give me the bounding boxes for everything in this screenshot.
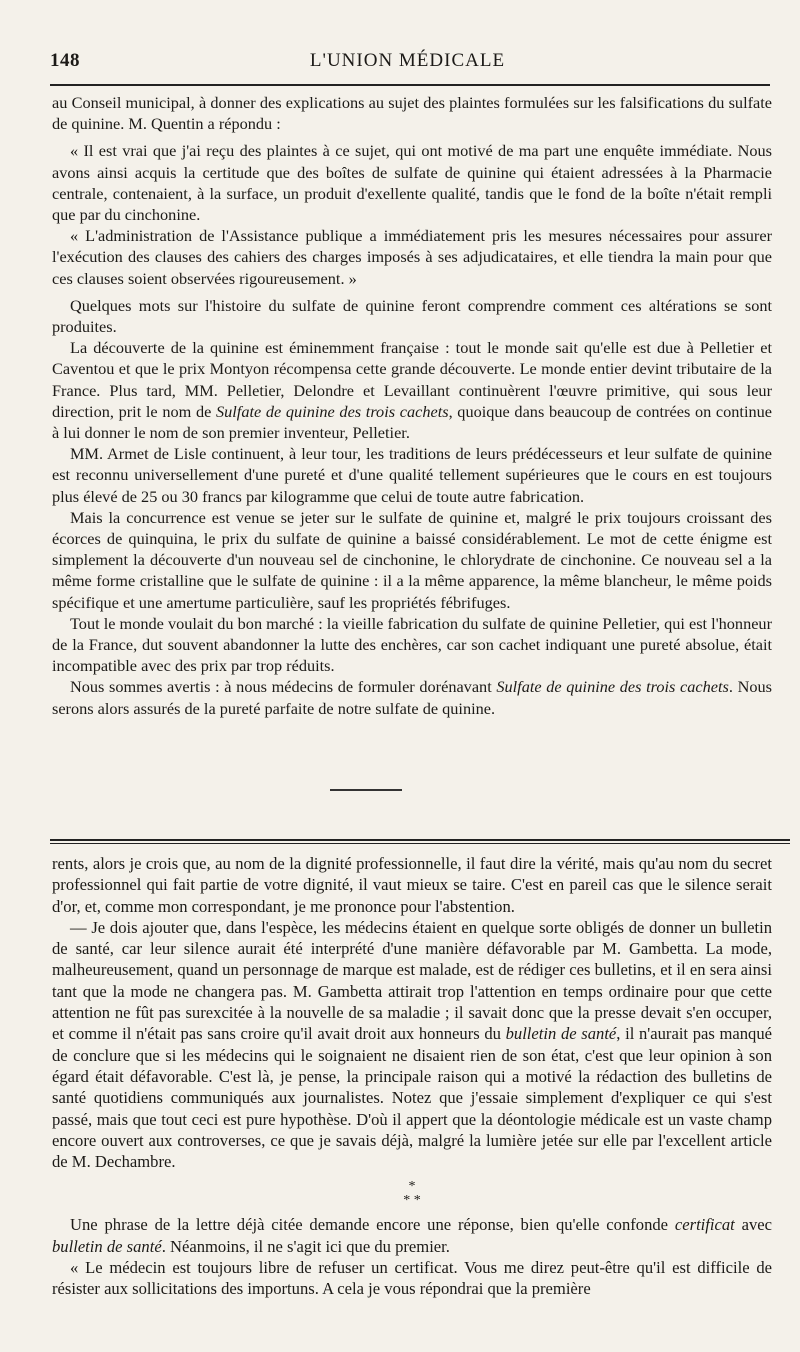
- asterism-separator: [52, 1180, 772, 1208]
- italic-term: bulletin de santé: [52, 1236, 162, 1256]
- paragraph: [52, 676, 772, 718]
- italic-term: Sulfate de quinine des trois cachets: [496, 677, 729, 697]
- paragraph: rents, alors je crois que, au nom de la dignité professionnelle, il faut dire la vérité, mais qu'au nom du secret professionnel qui fait partie de votre dignité, il vaut mieux se taire. C'est en pareil cas que le silence serait d'or, et, comme mon correspondant, je me prononce pour l'abstention.: [52, 854, 772, 916]
- paragraph: Quelques mots sur l'histoire du sulfate de quinine feront comprendre comment ces altérations se sont produites.: [52, 295, 772, 337]
- paragraph: [52, 1214, 772, 1257]
- article-bottom-section: [52, 853, 772, 1300]
- paragraph: « Il est vrai que j'ai reçu des plaintes à ce sujet, qui ont motivé de ma part une enquête immédiate. Nous avons ainsi acquis la certitude que des boîtes de sulfate de quinine qui étaient adressées à la Pharmacie centrale, contenaient, à la surface, un produit d'exellente qualité, tandis que le fond de la boîte n'était rempli que par du cinchonine.: [52, 141, 772, 225]
- page-number: 148: [50, 50, 80, 71]
- italic-term: certificat: [674, 1215, 735, 1235]
- paragraph: « Le médecin est toujours libre de refuser un certificat. Vous me direz peut-être qu'il est difficile de résister aux sollicitations des importuns. A cela je vous répondrai que la première: [52, 1258, 772, 1299]
- paragraph: [52, 337, 772, 443]
- text-run: , il n'aurait pas manqué de conclure que si les médecins qui le soignaient ne disaient rien de son état, c'est que leur opinion à son égard était défavorable. C'est là, je pense, la principale raison qui a motivé la rédaction des bulletins de santé quotidiens communiqués aux journalistes. Notez que j'essaie simplement d'expliquer ce qui s'est passé, mais que tout ceci est pure hypothèse. D'où il appert que la déontologie médicale est un vaste champ encore ouvert aux controverses, ce que je savais déjà, malgré la lumière jetée sur elle par l'excellent article de M. Dechambre.: [52, 1024, 773, 1172]
- header-rule: [50, 84, 770, 86]
- page-header: [50, 50, 765, 80]
- paragraph: [52, 917, 772, 1173]
- paragraph: Mais la concurrence est venue se jeter sur le sulfate de quinine et, malgré le prix toujours croissant des écorces de quinquina, le prix du sulfate de quinine a baissé considérablement. Le mot de cette énigme est simplement la découverte d'un nouveau sel de cinchonine, le chlorydrate de cinchonine. Ce nouveau sel a la même forme cristalline que le sulfate de quinine : il a la même apparence, la même blancheur, le même poids spécifique et une amertume particulière, sauf les propriétés fébrifuges.: [52, 507, 772, 612]
- section-divider: [50, 839, 790, 841]
- paragraph: au Conseil municipal, à donner des explications au sujet des plaintes formulées sur les falsifications du sulfate de quinine. M. Quentin a répondu :: [52, 93, 772, 134]
- text-run: La découverte de la quinine est éminemment française : tout le monde sait qu'elle est due à Pelletier et Caventou et que le prix Montyon récompensa cette grande découverte. Le monde entier devint tributaire de la France. Plus tard, MM. Pelletier, Delondre et Levaillant continuèrent l'œuvre primitive, qui sous leur direction, prit le nom de: [52, 338, 772, 421]
- section-divider-thin: [50, 843, 790, 844]
- text-run: — Je dois ajouter que, dans l'espèce, les médecins étaient en quelque sorte obligés de donner un bulletin de santé, car leur silence aurait été interprété d'une manière défavorable par M. Gambetta. La mode, malheureusement, quand un personnage de marque est malade, est de rédiger ces bulletins, et il en sera ainsi tant que la mode ne changera pas. M. Gambetta attirait trop l'attention en temps ordinaire pour que cette attention ne fût pas surexcitée à la nouvelle de sa maladie ; il savait donc que la presse devait s'en occuper, et comme il n'était pas sans croire qu'il avait droit aux honneurs du: [52, 917, 772, 1044]
- paragraph: « L'administration de l'Assistance publique a immédiatement pris les mesures nécessaires pour assurer l'exécution des clauses des cahiers des charges imposés à ses adjudicataires, et elle tiendra la main pour que ces clauses soient observées rigoureusement. »: [52, 226, 772, 288]
- paragraph: MM. Armet de Lisle continuent, à leur tour, les traditions de leurs prédécesseurs et leur sulfate de quinine est reconnu universellement d'une pureté et d'une qualité tellement supérieures que le cours en est toujours plus élevé de 25 ou 30 francs par kilogramme que celui de toute autre fabrication.: [52, 444, 772, 506]
- paragraph: Tout le monde voulait du bon marché : la vieille fabrication du sulfate de quinine Pelletier, qui est l'honneur de la France, dut souvent abandonner la lutte des enchères, car son cachet indiquant une pureté absolue, était incompatible avec des prix par trop réduits.: [52, 613, 772, 676]
- article-end-rule: [330, 789, 402, 791]
- text-run: avec: [734, 1215, 773, 1235]
- italic-term: Sulfate de quinine des trois cachets: [215, 401, 449, 421]
- article-top-section: [52, 92, 772, 719]
- text-run: . Néanmoins, il ne s'agit ici que du premier.: [161, 1236, 450, 1256]
- text-run: Nous sommes avertis : à nous médecins de formuler dorénavant: [70, 677, 497, 697]
- asterism-bottom: * *: [403, 1193, 421, 1209]
- asterism-top: *: [408, 1179, 416, 1195]
- text-run: Une phrase de la lettre déjà citée demande encore une réponse, bien qu'elle confonde: [70, 1215, 675, 1235]
- running-title: L'UNION MÉDICALE: [309, 50, 506, 71]
- text-run: , quoique dans beaucoup de contrées on continue à lui donner le nom de son premier inventeur, Pelletier.: [52, 401, 772, 443]
- italic-term: bulletin de santé: [505, 1024, 617, 1044]
- text-run: . Nous serons alors assurés de la pureté parfaite de notre sulfate de quinine.: [52, 677, 772, 718]
